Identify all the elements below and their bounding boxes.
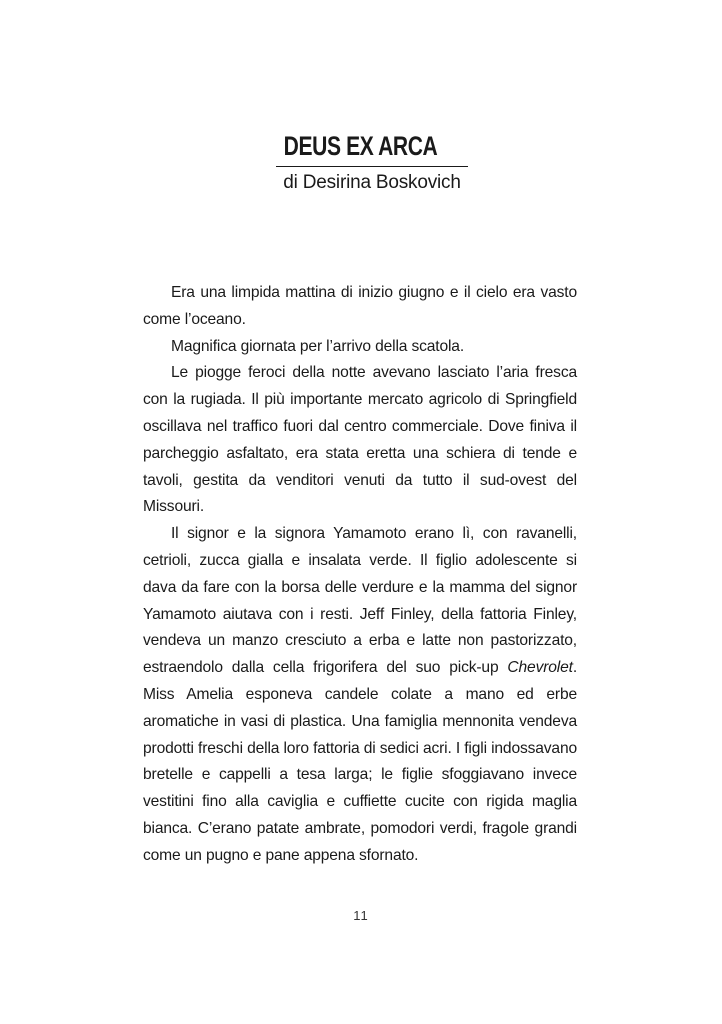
page-number: 11 [353,908,369,923]
chapter-title: DEUS EX ARCA [284,131,438,161]
paragraph-text: Il signor e la signora Yamamoto erano lì, con ravanelli, cetrioli, zucca gialla e insalata verde. Il figlio adolescente si dava da fare con la borsa delle verdure e la mamma del signor Yamamoto aiutava con i resti. Jeff Finley, della fattoria Finley, vendeva un manzo cresciuto a erba e latte non pastorizzato, estraendolo dalla cella frigorifera del suo pick-up [143,525,577,677]
paragraph: Magnifica giornata per l’arrivo della scatola. [171,337,464,355]
chapter-body [143,280,577,870]
author-byline: di Desirina Boskovich [283,172,461,193]
chapter-title-block [0,128,722,164]
italic-text: Chevrolet [507,659,573,677]
paragraph-text: . Miss Amelia esponeva candele colate a mano ed erbe aromatiche in vasi di plastica. Una famiglia mennonita vendeva prodotti freschi della loro fattoria di sedici acri. I figli indossavano bretelle e cappelli a tesa larga; le figlie sfoggiavano invece vestitini fino alla caviglia e cuffiette cucite con rigida maglia bianca. C’erano patate ambrate, pomodori verdi, fragole grandi come un pugno e pane appena sfornato. [143,659,577,864]
paragraph [143,521,577,869]
paragraph: Le piogge feroci della notte avevano lasciato l’aria fresca con la rugiada. Il più importante mercato agricolo di Springfield oscillava nel traffico fuori dal centro commerciale. Dove finiva il parcheggio asfaltato, era stata eretta una schiera di tende e tavoli, gestita da venditori venuti da tutto il sud-ovest del Missouri. [143,364,577,516]
title-underline [276,166,468,167]
paragraph: Era una limpida mattina di inizio giugno e il cielo era vasto come l’oceano. [143,284,577,328]
